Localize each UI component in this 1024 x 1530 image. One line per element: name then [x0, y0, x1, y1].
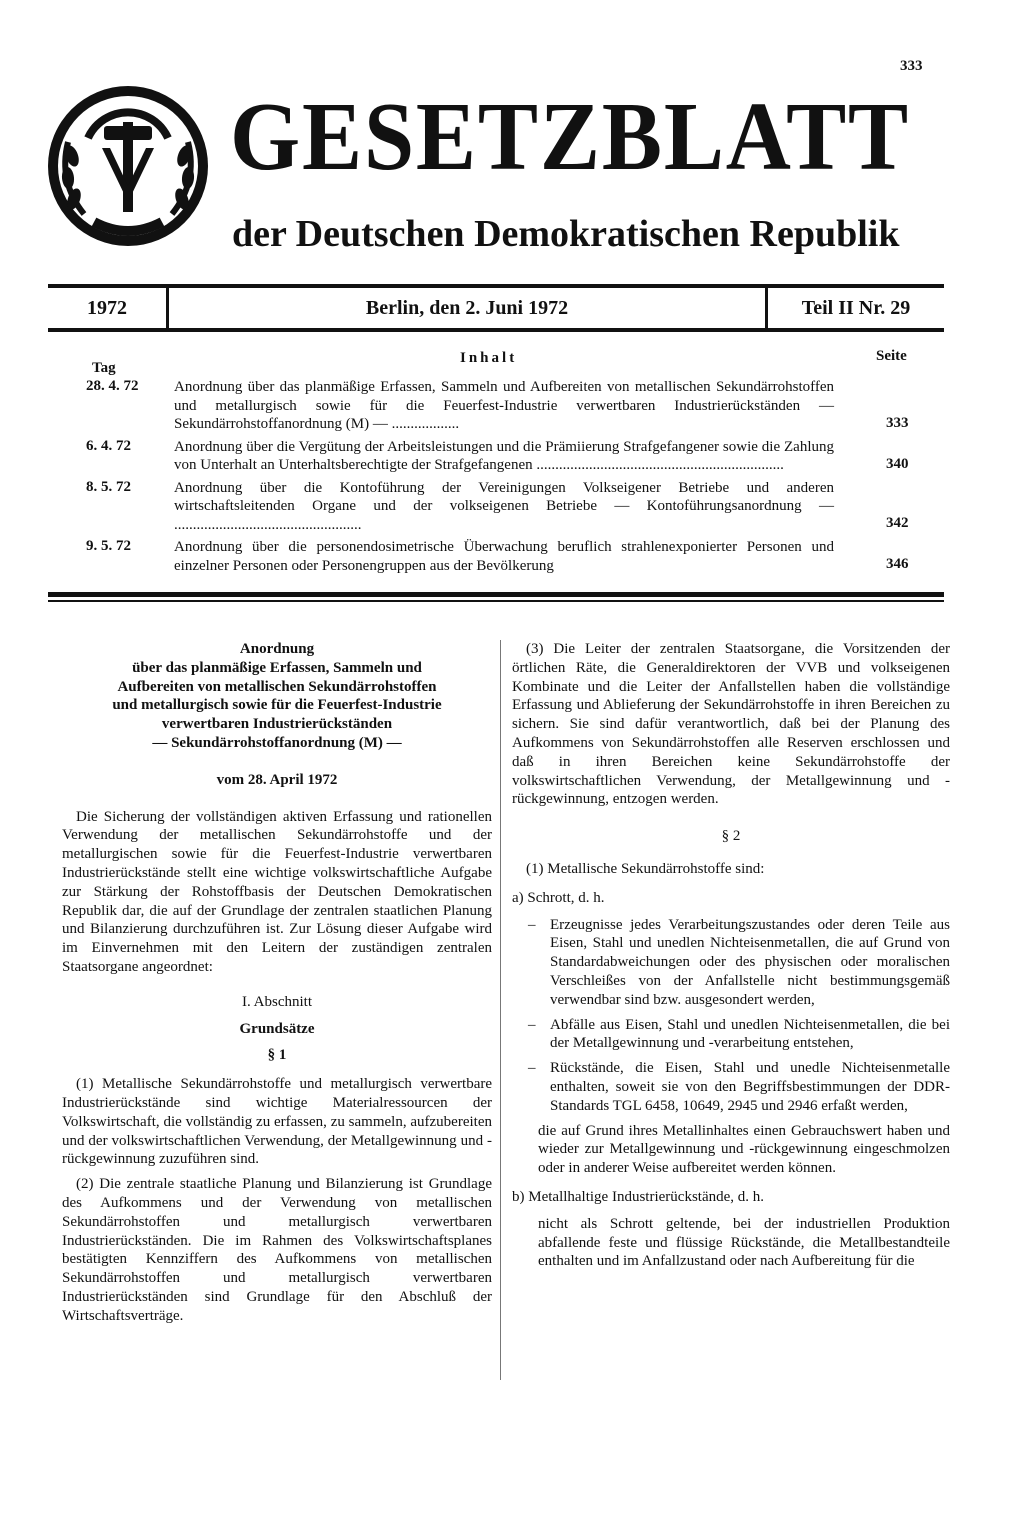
issue-year: 1972 — [48, 288, 169, 328]
list-item-text: Erzeugnisse jedes Verarbeitungszustandes oder deren Teile aus Eisen, Stahl und unedlen Nichteisenmetallen, die auf Grund von Standardabweichungen oder des physischen oder moralischen Verschleißes von der Anfallstelle nicht bestimmungsgemäß verwendbar sind bzw. ausgesondert werden, — [550, 916, 950, 1008]
issue-part: Teil II Nr. 29 — [765, 288, 944, 328]
list-item-text: Abfälle aus Eisen, Stahl und unedlen Nichteisenmetallen, die bei der Metallgewinnung und -verarbeitung entstehen, — [550, 1016, 950, 1052]
section-title: Grundsätze — [239, 1020, 315, 1037]
contents-entry — [60, 438, 920, 475]
paragraph-text: (2) Die zentrale staatliche Planung und Bilanzierung ist Grundlage des Aufkommens und der Verwendung von metallischen Sekundärrohstoffen und metallurgisch verwertbaren Industrierückständen. Die im Rahmen des Volkswirtschaftsplanes bestätigten Kennziffern des Aufkommens von metallischen Sekundärrohstoffen und metallurgisch verwertbaren Industrierückständen sind Grundlage für den Abschluß der Wirtschaftsverträge. — [62, 1176, 492, 1324]
paragraph-text: nicht als Schrott geltende, bei der industriellen Produktion abfallende feste und flüssige Rückstände, die Metallbestandteile enthalten und im Anfallzustand oder nach Aufbereitung für die — [538, 1215, 950, 1270]
entry-page: 333 — [886, 414, 909, 431]
entry-date: 6. 4. 72 — [86, 437, 131, 454]
paragraph-text: die auf Grund ihres Metallinhaltes einen Gebrauchswert haben und wieder zur Metallgewinnung und -rückgewinnung eingeschmolzen oder in anderer Weise aufbereitet werden können. — [538, 1122, 950, 1177]
table-of-contents — [60, 350, 920, 579]
contents-page-column-label: Seite — [876, 348, 907, 364]
list-item-text: Rückstände, die Eisen, Stahl und unedle Nichteisenmetalle enthalten, soweit sie von den Begriffsbestimmungen der DDR-Standards TGL 6458, 10649, 2945 und 2946 erfaßt werden, — [550, 1060, 950, 1114]
entry-date: 28. 4. 72 — [86, 378, 139, 394]
entry-page: 342 — [886, 515, 909, 531]
gazette-title: GESETZBLATT — [230, 83, 911, 191]
article-title-line: — Sekundärrohstoffanordnung (M) — — [152, 734, 402, 751]
article-title-line: verwertbaren Industrierückständen — [161, 716, 393, 733]
paragraph-text: (1) Metallische Sekundärrohstoffe sind: — [526, 860, 765, 877]
article-preamble: Die Sicherung der vollständigen aktiven Erfassung und rationellen Verwendung der metallischen Sekundärrohstoffe und der metallurgischen sowie für die Feuerfest-Industrie verwertbaren Industrierückstände stellt eine wichtige volkswirtschaftliche Aufgabe zur Stärkung der Rohstoffbasis der Deutschen Demokratischen Republik dar, die auf der Grundlage der zentralen staatlichen Planung und Bilanzierung durchzuführen ist. Zur Lösung dieser Aufgabe wird im Einvernehmen mit den Leitern der zuständigen zentralen Staatsorgane angeordnet: — [62, 808, 492, 975]
contents-heading: Inhalt — [460, 350, 518, 366]
contents-entry — [60, 538, 920, 575]
issue-bar — [48, 284, 944, 332]
entry-title: Anordnung über die Kontoführung der Vereinigungen Volkseigener Betriebe und anderen wirtschaftsleitenden Organe und der volkseigenen Betriebe — Kontoführungsanordnung — .................................................. — [174, 479, 834, 533]
entry-title: Anordnung über die personendosimetrische Überwachung beruflich strahlenexponierter Personen und einzelner Personen oder Personengruppen aus der Bevölkerung — [174, 539, 834, 574]
entry-page: 346 — [886, 556, 909, 572]
contents-date-column-label: Tag — [92, 360, 116, 376]
list-item: – Rückstände, die Eisen, Stahl und unedle Nichteisenmetalle enthalten, soweit sie von den Begriffsbestimmungen der DDR-Standards TGL 6458, 10649, 2945 und 2946 erfaßt werden, — [528, 1060, 950, 1114]
list-item-b: b) Metallhaltige Industrierückstände, d. h. — [512, 1188, 765, 1205]
column-divider — [500, 640, 501, 1380]
paragraph-label: § 1 — [267, 1047, 287, 1064]
contents-entry — [60, 378, 920, 434]
list-item: – Erzeugnisse jedes Verarbeitungszustandes oder deren Teile aus Eisen, Stahl und unedlen Nichteisenmetallen, die auf Grund von Standardabweichungen oder des physischen oder moralischen Verschleißes von der Anfallstelle nicht bestimmungsgemäß verwendbar sind bzw. ausgesondert werden, — [528, 916, 950, 1008]
state-emblem-icon — [44, 82, 212, 250]
entry-date: 8. 5. 72 — [86, 478, 131, 495]
contents-header — [60, 350, 920, 378]
issue-date: Berlin, den 2. Juni 1972 — [365, 296, 569, 319]
paragraph-text: (3) Die Leiter der zentralen Staatsorgane, die Vorsitzenden der örtlichen Räte, die Generaldirektoren der VVB und volkseigenen Kombinate und die Leiter der Anfallstellen haben die vollständige Erfassung und Ablieferung der Sekundärrohstoffe in ihren Bereichen zu sichern. Sie sind dafür verantwortlich, daß bei der Planung des Aufkommens von Sekundärrohstoffen alle Reserven erschlossen und daß in ihren Bereichen keine Sekundärrohstoffe der volkswirtschaftlichen Verwendung, der Metallgewinnung und -rückgewinnung, entzogen werden. — [512, 641, 950, 808]
article-title-line: Aufbereiten von metallischen Sekundärrohstoffen — [117, 678, 437, 695]
entry-title: Anordnung über das planmäßige Erfassen, Sammeln und Aufbereiten von metallischen Sekundärrohstoffen und metallurgisch sowie für die Feuerfest-Industrie verwertbaren Industrierückständen — Sekundärrohstoffanordnung (M) — .................. — [174, 379, 834, 432]
section-label: I. Abschnitt — [242, 993, 312, 1010]
page-number: 333 — [900, 58, 923, 74]
paragraph-label: § 2 — [721, 828, 741, 845]
article-right-column — [512, 640, 950, 1277]
entry-page: 340 — [886, 455, 909, 472]
article-title-line: über das planmäßige Erfassen, Sammeln und — [132, 659, 422, 676]
section-divider — [48, 592, 944, 602]
article-left-column — [62, 640, 492, 1332]
contents-entry — [60, 479, 920, 535]
list-item: – Abfälle aus Eisen, Stahl und unedlen Nichteisenmetallen, die bei der Metallgewinnung und -verarbeitung entstehen, — [528, 1016, 950, 1052]
list-item-a: a) Schrott, d. h. — [512, 889, 605, 906]
entry-title: Anordnung über die Vergütung der Arbeitsleistungen und die Prämiierung Strafgefangener sowie die Zahlung von Unterhalt an Unterhaltsberechtigte der Strafgefangenen .................................................................. — [174, 438, 834, 473]
entry-date: 9. 5. 72 — [86, 538, 131, 554]
paragraph-text: (1) Metallische Sekundärrohstoffe und metallurgisch verwertbare Industrierückstände sind wichtige Materialressourcen der Volkswirtschaft, die vollständig zu erfassen, zu sammeln, aufzubereiten und der volkswirtschaftlichen Verwendung, der Metallgewinnung und -rückgewinnung zuzuführen sind. — [62, 1076, 492, 1168]
article-title-line: und metallurgisch sowie für die Feuerfest-Industrie — [112, 697, 442, 714]
gazette-subtitle: der Deutschen Demokratischen Republik — [232, 213, 900, 255]
article-date: vom 28. April 1972 — [216, 771, 338, 788]
article-title-line: Anordnung — [239, 641, 315, 657]
